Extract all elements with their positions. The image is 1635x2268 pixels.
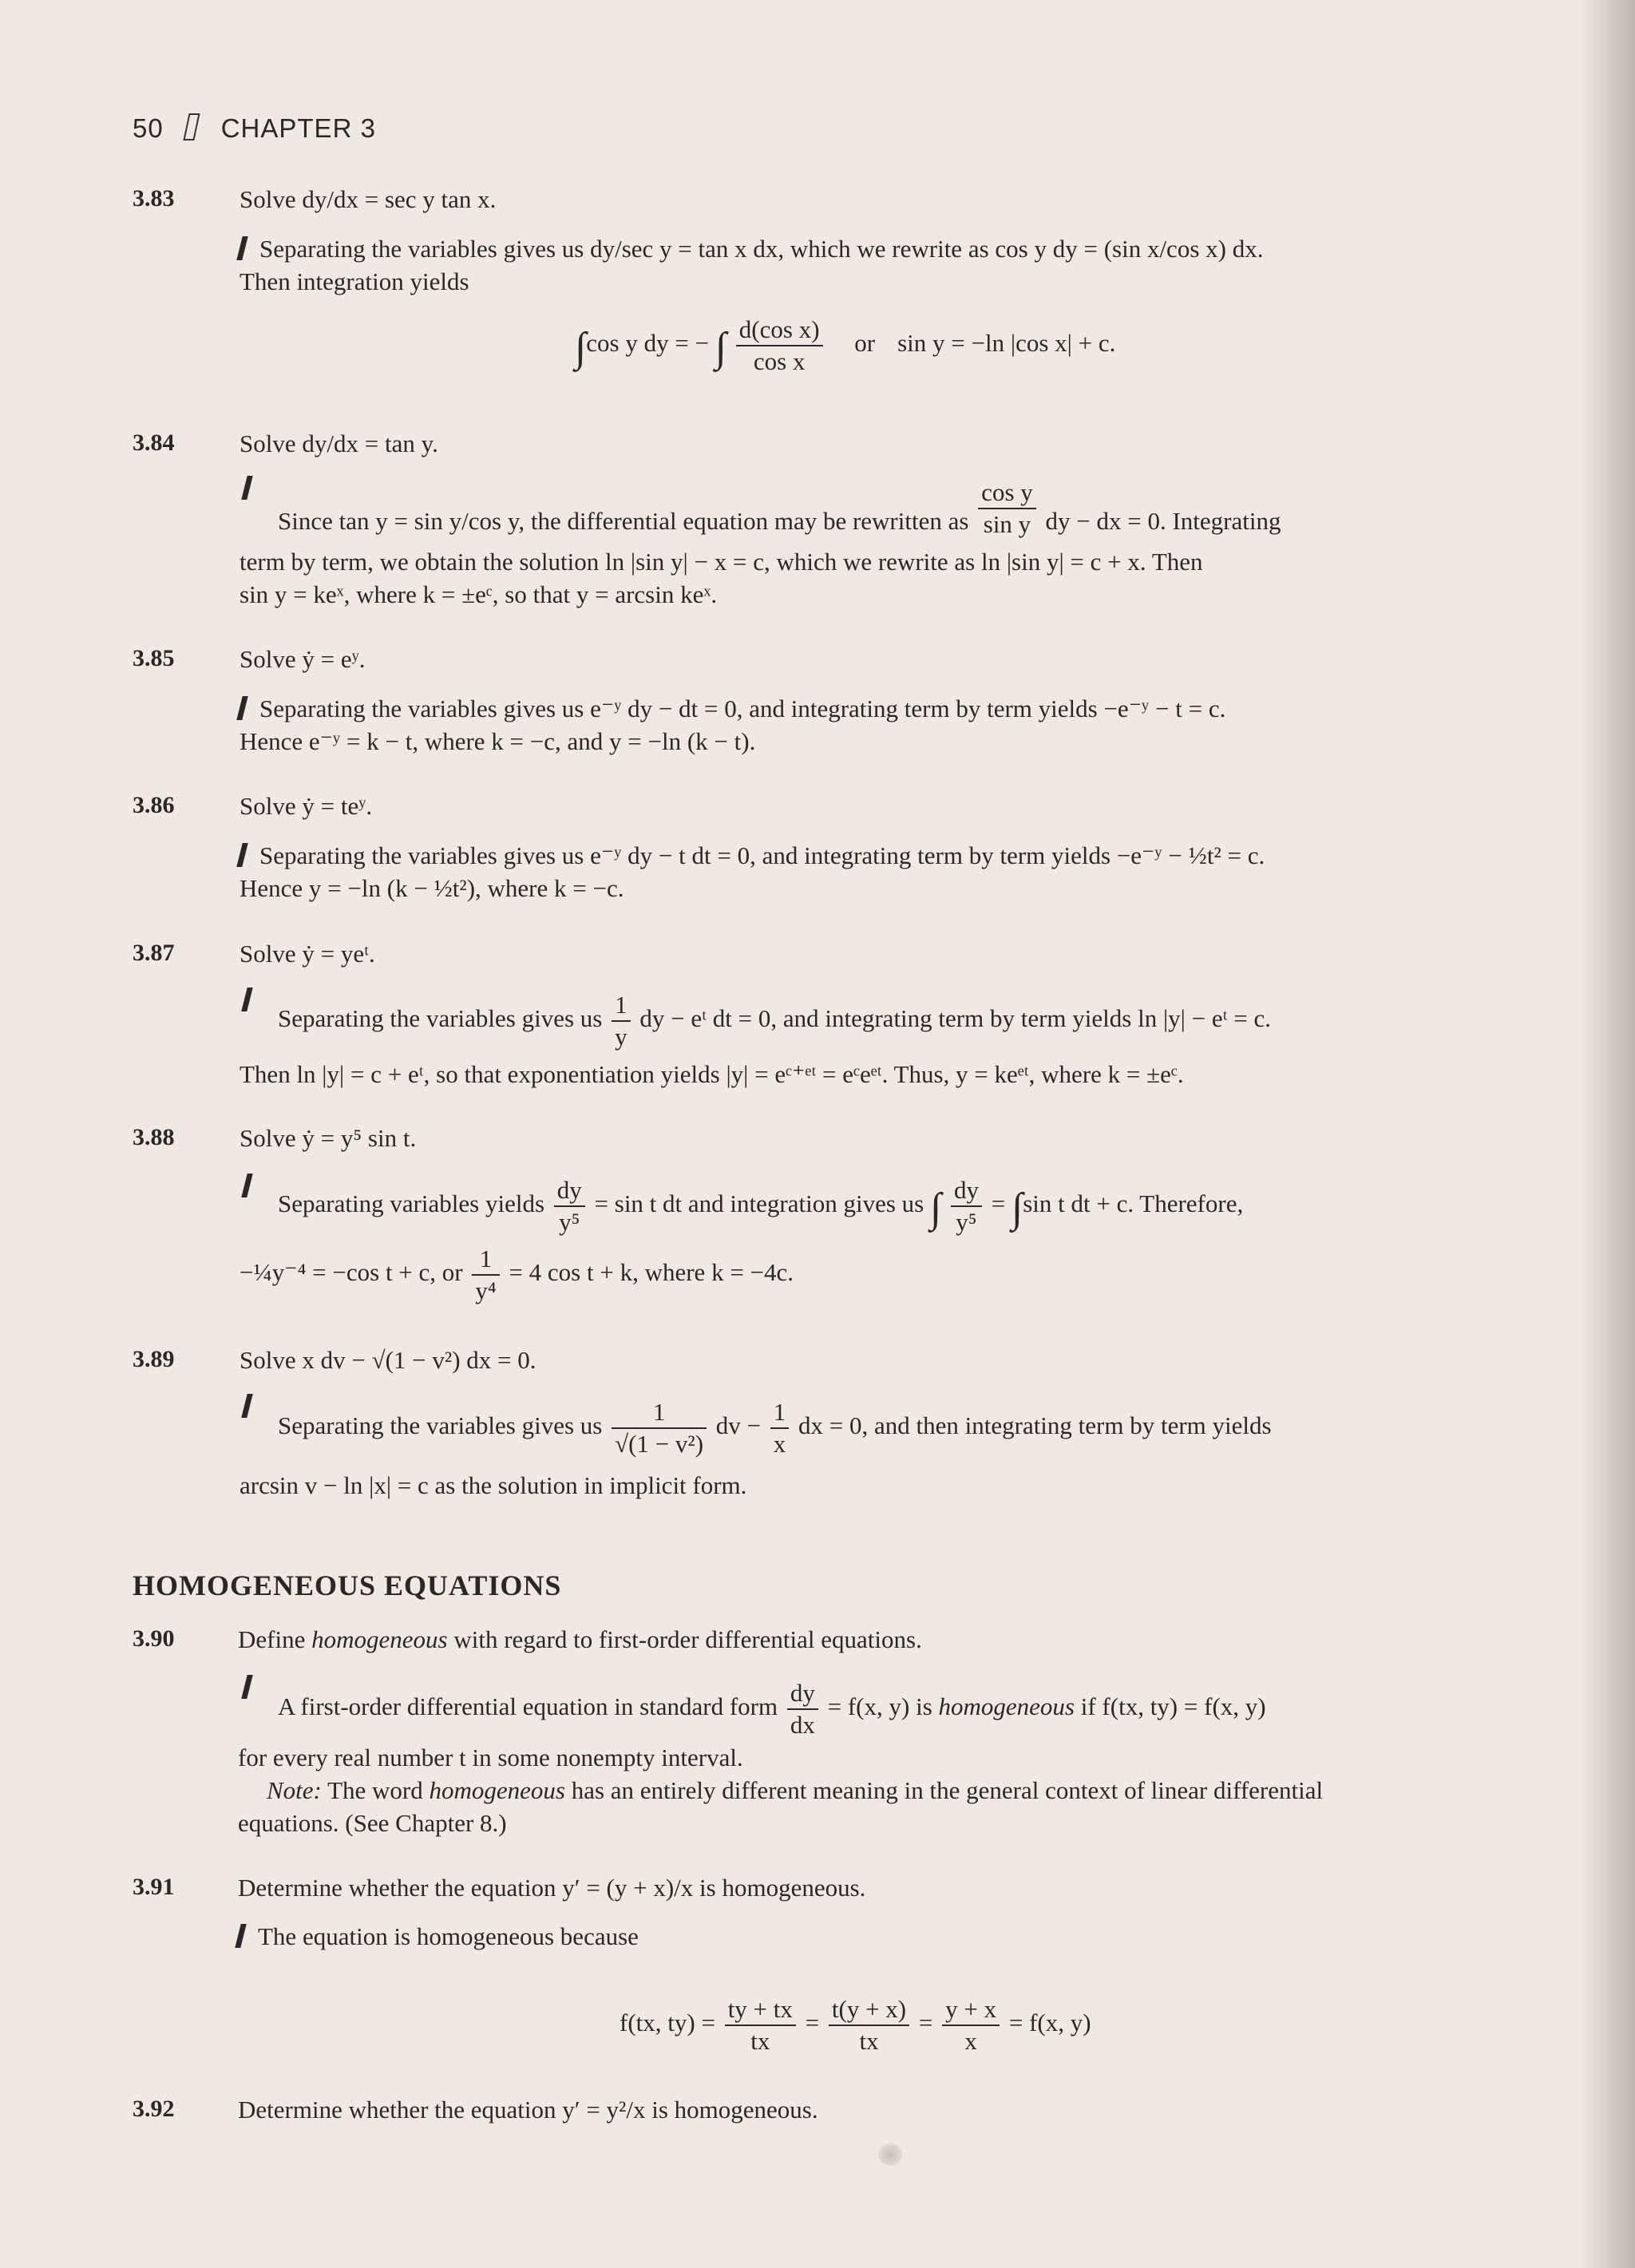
solution-mark-icon: [241, 1675, 252, 1699]
problem-number: 3.85: [133, 645, 175, 671]
integral-icon: ∫: [1011, 1185, 1023, 1232]
problem-number: 3.90: [133, 1625, 175, 1652]
problem-question: Solve dy/dx = tan y.: [240, 429, 438, 457]
problem-number: 3.89: [133, 1346, 175, 1372]
solution-line: term by term, we obtain the solution ln |sin y| − x = c, which we rewrite as ln |sin y| = c + x. Then: [240, 548, 1203, 576]
problem-number: 3.86: [133, 792, 175, 818]
problem-number: 3.88: [133, 1124, 175, 1150]
solution-mark-icon: [236, 236, 247, 260]
solution-line: Then integration yields: [240, 267, 469, 295]
note-line: equations. (See Chapter 8.): [238, 1809, 507, 1837]
solution-mark-icon: [236, 843, 247, 867]
fraction: $\frac{t(y + x)}{tx}$: [829, 1996, 909, 2055]
fraction: $\frac{ty + tx}{tx}$: [725, 1996, 796, 2055]
solution-mark-icon: [241, 476, 252, 500]
fraction: $\frac{dy}{\text{y⁵}}$: [554, 1177, 585, 1236]
integral-icon: ∫: [715, 325, 727, 371]
paper-smudge: [878, 2143, 902, 2166]
problem-number: 3.87: [133, 940, 175, 966]
page-header: [133, 113, 376, 144]
problem-question: Solve ẏ = eʸ.: [240, 645, 366, 673]
solution-line: Separating the variables gives us e⁻ʸ dy − t dt = 0, and integrating term by term yields −e⁻ʸ − ½t² = c.: [240, 841, 1265, 870]
solution-line: Hence e⁻ʸ = k − t, where k = −c, and y = −ln (k − t).: [240, 727, 756, 755]
problem-question: Determine whether the equation y′ = y²/x is homogeneous.: [238, 2096, 818, 2124]
solution-mark-icon: [241, 988, 252, 1011]
problem-question: Define homogeneous with regard to first-order differential equations.: [238, 1625, 922, 1653]
solution-line: for every real number t in some nonempty interval.: [238, 1744, 743, 1771]
problem-question: Solve x dv − √(1 − v²) dx = 0.: [240, 1346, 536, 1374]
solution-line: sin y = keˣ, where k = ±eᶜ, so that y = arcsin keˣ.: [240, 580, 718, 608]
solution-line: −¼y⁻⁴ = −cos t + c, or $\frac{1}{\text{y⁴}}$ = 4 cos t + k, where k = −4c.: [240, 1245, 794, 1305]
problem-question: Determine whether the equation y′ = (y + x)/x is homogeneous.: [238, 1874, 866, 1902]
solution-mark-icon: [241, 1394, 252, 1418]
page-number: 50: [133, 113, 164, 143]
fraction: $\frac{\text{d(cos x)}}{\text{cos x}}$: [736, 316, 823, 375]
section-title: HOMOGENEOUS EQUATIONS: [133, 1569, 562, 1601]
problem-number: 3.84: [133, 429, 175, 456]
note-line: Note: The word homogeneous has an entirely different meaning in the general context of linear differential: [267, 1776, 1324, 1804]
solution-line: Hence y = −ln (k − ½t²), where k = −c.: [240, 874, 624, 902]
header-separator-icon: [183, 113, 200, 141]
problem-number: 3.92: [133, 2096, 175, 2122]
problem-question: Solve ẏ = y⁵ sin t.: [240, 1124, 417, 1152]
solution-mark-icon: [235, 1924, 246, 1948]
problem-question: Solve dy/dx = sec y tan x.: [240, 185, 497, 213]
solution-mark-icon: [236, 696, 247, 720]
integral-icon: ∫: [575, 325, 587, 371]
solution-line: The equation is homogeneous because: [238, 1922, 639, 1951]
fraction: $\frac{1}{\text{√(1 − v²)}}$: [612, 1399, 707, 1458]
fraction: $\frac{1}{y}$: [612, 992, 631, 1051]
page-edge-shadow: [1579, 0, 1635, 2268]
solution-line: Separating the variables gives us e⁻ʸ dy − dt = 0, and integrating term by term yields −e⁻ʸ − t = c.: [240, 695, 1225, 723]
solution-line: arcsin v − ln |x| = c as the solution in implicit form.: [240, 1471, 747, 1499]
problem-question: Solve ẏ = yeᵗ.: [240, 940, 375, 968]
equation: ∫cos y dy = − ∫ $\frac{\text{d(cos x)}}{\text{cos x}}$ or sin y = −ln |cos x| + c.: [575, 315, 1116, 376]
fraction: $\frac{1}{x}$: [770, 1399, 790, 1458]
solution-line: Separating the variables gives us dy/sec y = tan x dx, which we rewrite as cos y dy = (sin x/cos x) dx.: [240, 235, 1263, 263]
equation: f(tx, ty) = $\frac{ty + tx}{tx}$ = $\frac{t(y + x)}{tx}$ = $\frac{y + x}{x}$ = f(x, y): [620, 1995, 1091, 2056]
solution-line: Separating the variables gives us $\frac{1}{\text{√(1 − v²)}}$ dv − $\frac{1}{x}$ dx = 0, and then integrating term by term yields: [278, 1398, 1272, 1459]
fraction: $\frac{dy}{\text{y⁵}}$: [951, 1177, 982, 1236]
solution-line: Separating the variables gives us $\frac{1}{y}$ dy − eᵗ dt = 0, and integrating term by term yields ln |y| − eᵗ = c.: [278, 991, 1272, 1051]
solution-line: Separating variables yields $\frac{dy}{\text{y⁵}}$ = sin t dt and integration gives us ∫ $\frac{dy}{\text{y⁵}}$ = ∫sin t dt + c. Therefore,: [278, 1176, 1244, 1237]
solution-mark-icon: [241, 1174, 252, 1197]
solution-line: A first-order differential equation in standard form $\frac{dy}{dx}$ = f(x, y) is homogeneous if f(tx, ty) = f(x, y): [278, 1679, 1266, 1740]
solution-line: Since tan y = sin y/cos y, the differential equation may be rewritten as $\frac{\text{cos y}}{\text{sin y}}$ dy − dx = 0. Integrating: [278, 478, 1281, 539]
fraction: $\frac{1}{\text{y⁴}}$: [472, 1245, 499, 1304]
problem-number: 3.91: [133, 1874, 175, 1900]
problem-number: 3.83: [133, 185, 175, 212]
fraction: $\frac{y + x}{x}$: [942, 1996, 1000, 2055]
fraction: $\frac{dy}{dx}$: [787, 1680, 818, 1739]
integral-icon: ∫: [929, 1185, 942, 1232]
fraction: $\frac{\text{cos y}}{\text{sin y}}$: [978, 479, 1036, 538]
solution-line: Then ln |y| = c + eᵗ, so that exponentiation yields |y| = eᶜ⁺ᵉᵗ = eᶜeᵉᵗ. Thus, y = keᵉᵗ, where k = ±eᶜ.: [240, 1060, 1184, 1088]
chapter-title: CHAPTER 3: [220, 113, 376, 143]
problem-question: Solve ẏ = teʸ.: [240, 792, 373, 820]
